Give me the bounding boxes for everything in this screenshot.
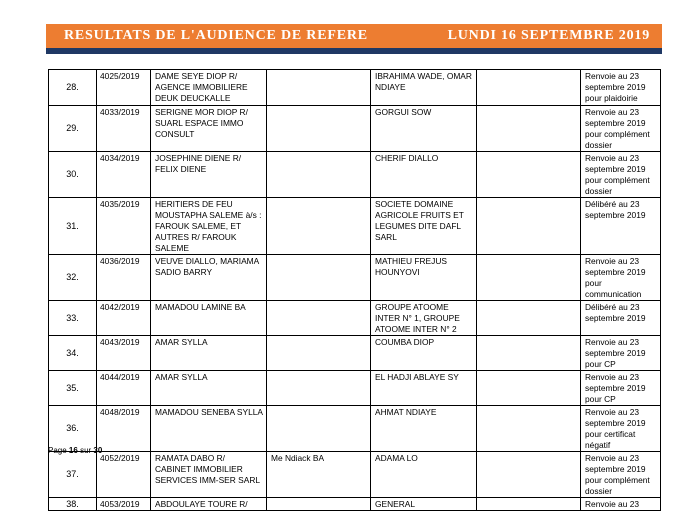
header-date: LUNDI 16 SEPTEMBRE 2019 [447,28,650,43]
header-banner [46,24,662,54]
defendant-lawyer-cell [477,498,581,511]
decision-cell: Renvoie au 23 septembre 2019 pour CP [581,336,661,371]
defendant-cell: GORGUI SOW [371,106,477,152]
defendant-lawyer-cell [477,301,581,336]
footer-page-number: 16 [68,446,78,455]
table-row [49,198,661,255]
row-number: 32. [49,255,97,301]
decision-cell: Délibéré au 23 septembre 2019 [581,301,661,336]
table-row [49,371,661,406]
row-number: 36. [49,406,97,452]
lawyer-cell [267,301,371,336]
decision-cell: Délibéré au 23 septembre 2019 [581,198,661,255]
defendant-lawyer-cell [477,255,581,301]
parties-cell: AMAR SYLLA [151,336,267,371]
parties-cell: RAMATA DABO R/ CABINET IMMOBILIER SERVICES IMM-SER SARL [151,452,267,498]
row-number: 33. [49,301,97,336]
decision-cell: Renvoie au 23 septembre 2019 pour communication [581,255,661,301]
lawyer-cell [267,152,371,198]
decision-cell: Renvoie au 23 septembre 2019 pour complément dossier [581,452,661,498]
defendant-lawyer-cell [477,452,581,498]
footer-of-label: sur [80,446,92,455]
decision-cell: Renvoie au 23 septembre 2019 pour plaidoirie [581,70,661,106]
row-number: 38. [49,498,97,511]
parties-cell: DAME SEYE DIOP R/ AGENCE IMMOBILIERE DEUK DEUCKALLE [151,70,267,106]
dossier-number: 4025/2019 [97,70,151,106]
table-row [49,498,661,511]
parties-cell: MAMADOU LAMINE BA [151,301,267,336]
defendant-lawyer-cell [477,152,581,198]
dossier-number: 4035/2019 [97,198,151,255]
lawyer-cell [267,498,371,511]
row-number: 31. [49,198,97,255]
row-number: 35. [49,371,97,406]
row-number: 30. [49,152,97,198]
defendant-cell: GROUPE ATOOME INTER N° 1, GROUPE ATOOME INTER N° 2 [371,301,477,336]
table-row [49,255,661,301]
defendant-lawyer-cell [477,336,581,371]
dossier-number: 4053/2019 [97,498,151,511]
table-row [49,152,661,198]
table-row [49,406,661,452]
table-row [49,301,661,336]
decision-cell: Renvoie au 23 septembre 2019 pour certificat négatif [581,406,661,452]
parties-cell: SERIGNE MOR DIOP R/ SUARL ESPACE IMMO CONSULT [151,106,267,152]
parties-cell: VEUVE DIALLO, MARIAMA SADIO BARRY [151,255,267,301]
results-table-body [49,70,661,511]
dossier-number: 4034/2019 [97,152,151,198]
row-number: 34. [49,336,97,371]
defendant-lawyer-cell [477,198,581,255]
parties-cell: MAMADOU SENEBA SYLLA [151,406,267,452]
table-row [49,452,661,498]
defendant-cell: ADAMA LO [371,452,477,498]
parties-cell: JOSEPHINE DIENE R/ FELIX DIENE [151,152,267,198]
defendant-cell: SOCIETE DOMAINE AGRICOLE FRUITS ET LEGUMES DITE DAFL SARL [371,198,477,255]
lawyer-cell [267,336,371,371]
defendant-lawyer-cell [477,70,581,106]
header-banner-orange [46,24,662,48]
lawyer-cell [267,198,371,255]
lawyer-cell [267,406,371,452]
parties-cell: HERITIERS DE FEU MOUSTAPHA SALEME à/s : FAROUK SALEME, ET AUTRES R/ FAROUK SALEME [151,198,267,255]
lawyer-cell [267,371,371,406]
decision-cell: Renvoie au 23 septembre 2019 pour CP [581,371,661,406]
defendant-cell: MATHIEU FREJUS HOUNYOVI [371,255,477,301]
lawyer-cell: Me Ndiack BA [267,452,371,498]
lawyer-cell [267,106,371,152]
decision-cell: Renvoie au 23 [581,498,661,511]
defendant-lawyer-cell [477,371,581,406]
dossier-number: 4036/2019 [97,255,151,301]
page-footer [48,446,102,455]
lawyer-cell [267,70,371,106]
parties-cell: AMAR SYLLA [151,371,267,406]
dossier-number: 4052/2019 [97,452,151,498]
lawyer-cell [267,255,371,301]
table-row [49,336,661,371]
defendant-cell: EL HADJI ABLAYE SY [371,371,477,406]
results-table [48,69,661,511]
defendant-cell: CHERIF DIALLO [371,152,477,198]
defendant-cell: IBRAHIMA WADE, OMAR NDIAYE [371,70,477,106]
decision-cell: Renvoie au 23 septembre 2019 pour complément dossier [581,152,661,198]
row-number: 29. [49,106,97,152]
defendant-lawyer-cell [477,406,581,452]
defendant-cell: GENERAL [371,498,477,511]
dossier-number: 4042/2019 [97,301,151,336]
defendant-cell: AHMAT NDIAYE [371,406,477,452]
defendant-cell: COUMBA DIOP [371,336,477,371]
footer-total-pages: 30 [93,446,103,455]
footer-page-label: Page [48,446,67,455]
row-number: 37. [49,452,97,498]
header-title: RESULTATS DE L'AUDIENCE DE REFERE [64,28,368,43]
dossier-number: 4048/2019 [97,406,151,452]
dossier-number: 4044/2019 [97,371,151,406]
decision-cell: Renvoie au 23 septembre 2019 pour complément dossier [581,106,661,152]
dossier-number: 4033/2019 [97,106,151,152]
table-row [49,106,661,152]
dossier-number: 4043/2019 [97,336,151,371]
row-number: 28. [49,70,97,106]
table-row [49,70,661,106]
defendant-lawyer-cell [477,106,581,152]
parties-cell: ABDOULAYE TOURE R/ [151,498,267,511]
